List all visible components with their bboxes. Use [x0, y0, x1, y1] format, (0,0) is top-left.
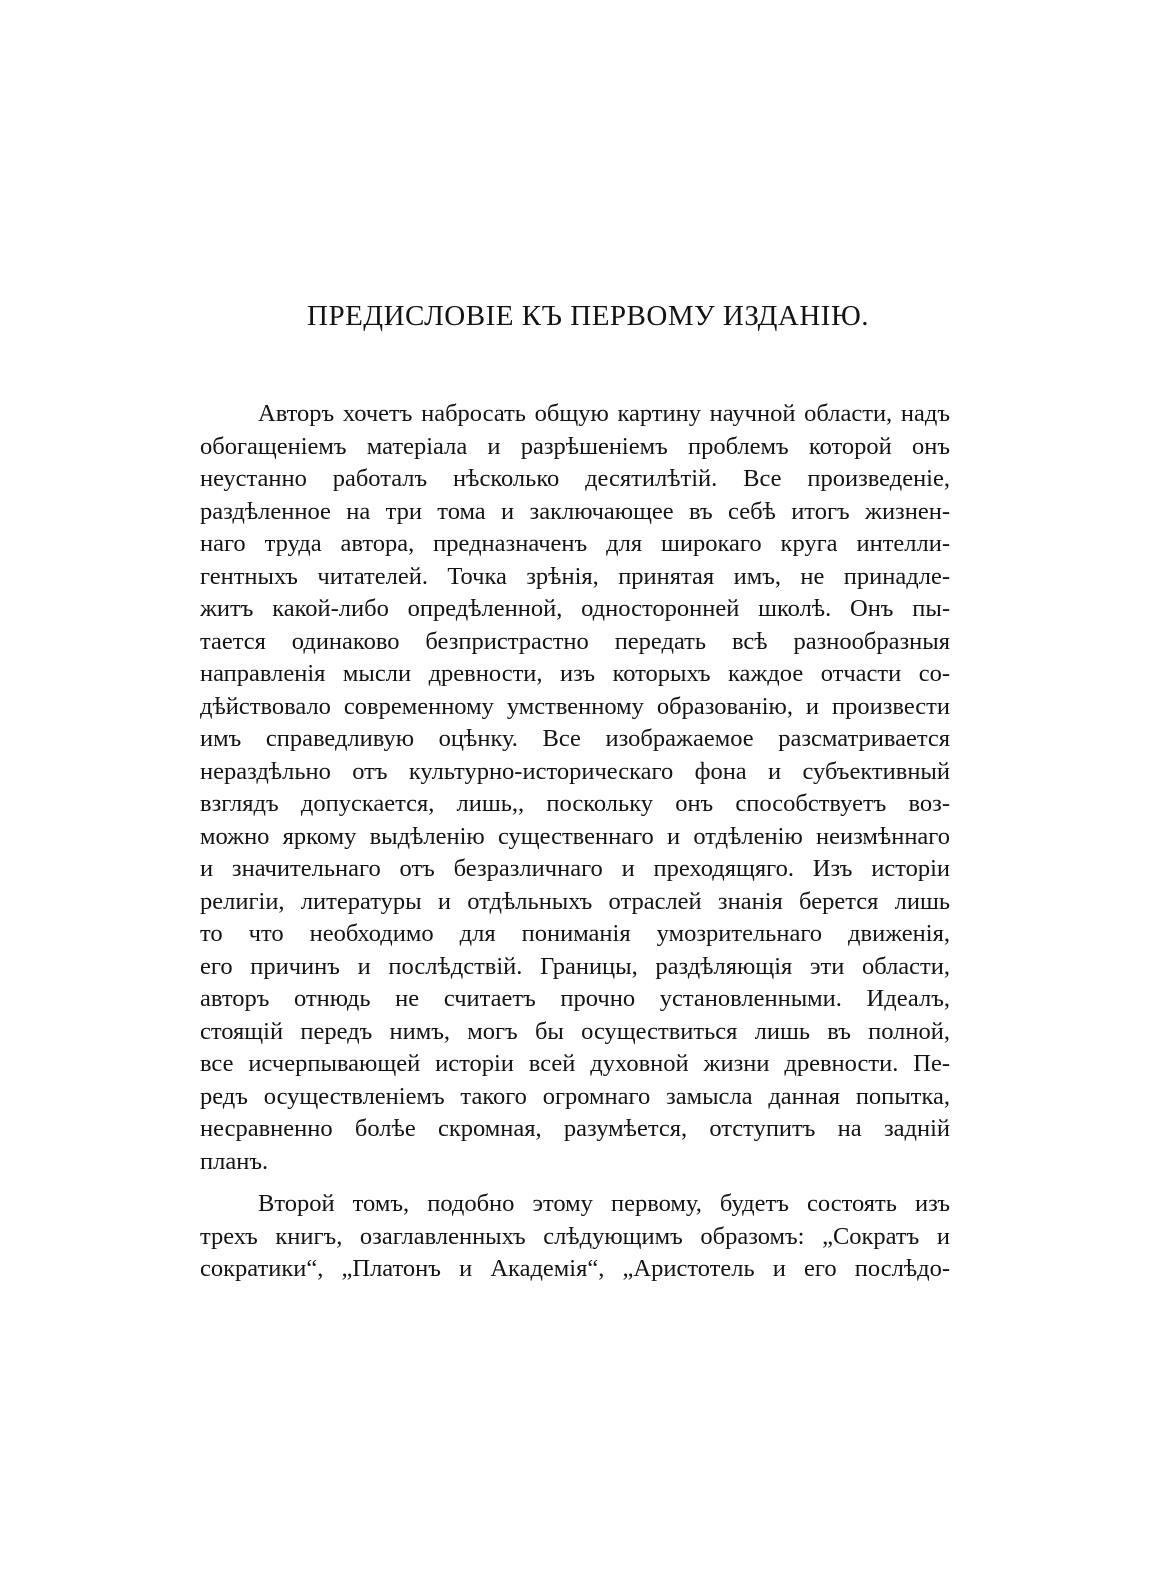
document-body: [200, 398, 950, 1286]
text-line: редъ осуществленіемъ такого огромнаго замысла данная попытка,: [200, 1082, 950, 1110]
text-line: его причинъ и послѣдствій. Границы, раздѣляющія эти области,: [200, 952, 950, 980]
text-line: наго труда автора, предназначенъ для широкаго круга интелли-: [200, 530, 950, 557]
text-line: гентныхъ читателей. Точка зрѣнія, принятая имъ, не принадле-: [200, 562, 950, 590]
paragraph-2: [200, 1188, 950, 1286]
text-line: сократики“, „Платонъ и Академія“, „Аристотель и его послѣдо-: [200, 1255, 950, 1282]
text-line: житъ какой-либо опредѣленной, односторонней школѣ. Онъ пы-: [200, 595, 950, 622]
text-line: обогащеніемъ матеріала и разрѣшеніемъ проблемъ которой онъ: [200, 432, 950, 460]
text-line: трехъ книгъ, озаглавленныхъ слѣдующимъ образомъ: „Сократъ и: [200, 1222, 950, 1250]
page-title: ПРЕДИСЛОВІЕ КЪ ПЕРВОМУ ИЗДАНІЮ.: [307, 300, 869, 332]
text-line: планъ.: [200, 1147, 269, 1175]
text-line: Авторъ хочетъ набросать общую картину научной области, надъ: [258, 400, 950, 427]
text-line: взглядъ допускается, лишь,, поскольку онъ способствуетъ воз-: [200, 790, 950, 817]
text-line: стоящій передъ нимъ, могъ бы осуществиться лишь въ полной,: [200, 1017, 950, 1045]
paragraph-spacer: [200, 1178, 950, 1188]
paragraph-1: [200, 398, 950, 1178]
text-line: религіи, литературы и отдѣльныхъ отраслей знанія берется лишь: [200, 887, 950, 915]
text-line: все исчерпывающей исторіи всей духовной жизни древности. Пе-: [200, 1050, 950, 1077]
text-line: несравненно болѣе скромная, разумѣется, отступитъ на задній: [200, 1115, 950, 1142]
text-line: раздѣленное на три тома и заключающее въ себѣ итогъ жизнен-: [200, 497, 950, 525]
text-line: направленія мысли древности, изъ которыхъ каждое отчасти со-: [200, 660, 950, 687]
text-line: тается одинаково безпристрастно передать всѣ разнообразныя: [200, 627, 950, 655]
text-line: можно яркому выдѣленію существеннаго и отдѣленію неизмѣннаго: [200, 822, 950, 850]
text-line: и значительнаго отъ безразличнаго и преходящяго. Изъ исторіи: [200, 855, 950, 882]
text-line: авторъ отнюдь не считаетъ прочно установленными. Идеалъ,: [200, 985, 950, 1012]
text-line: неустанно работалъ нѣсколько десятилѣтій. Все произведеніе,: [200, 465, 950, 492]
text-line: имъ справедливую оцѣнку. Все изображаемое разсматривается: [200, 725, 950, 752]
text-line: дѣйствовало современному умственному образованію, и произвести: [200, 692, 950, 720]
text-line: нераздѣльно отъ культурно-историческаго фона и субъективный: [200, 757, 950, 785]
text-line: Второй томъ, подобно этому первому, будетъ состоять изъ: [258, 1190, 950, 1217]
text-line: то что необходимо для пониманія умозрительнаго движенія,: [200, 920, 950, 947]
